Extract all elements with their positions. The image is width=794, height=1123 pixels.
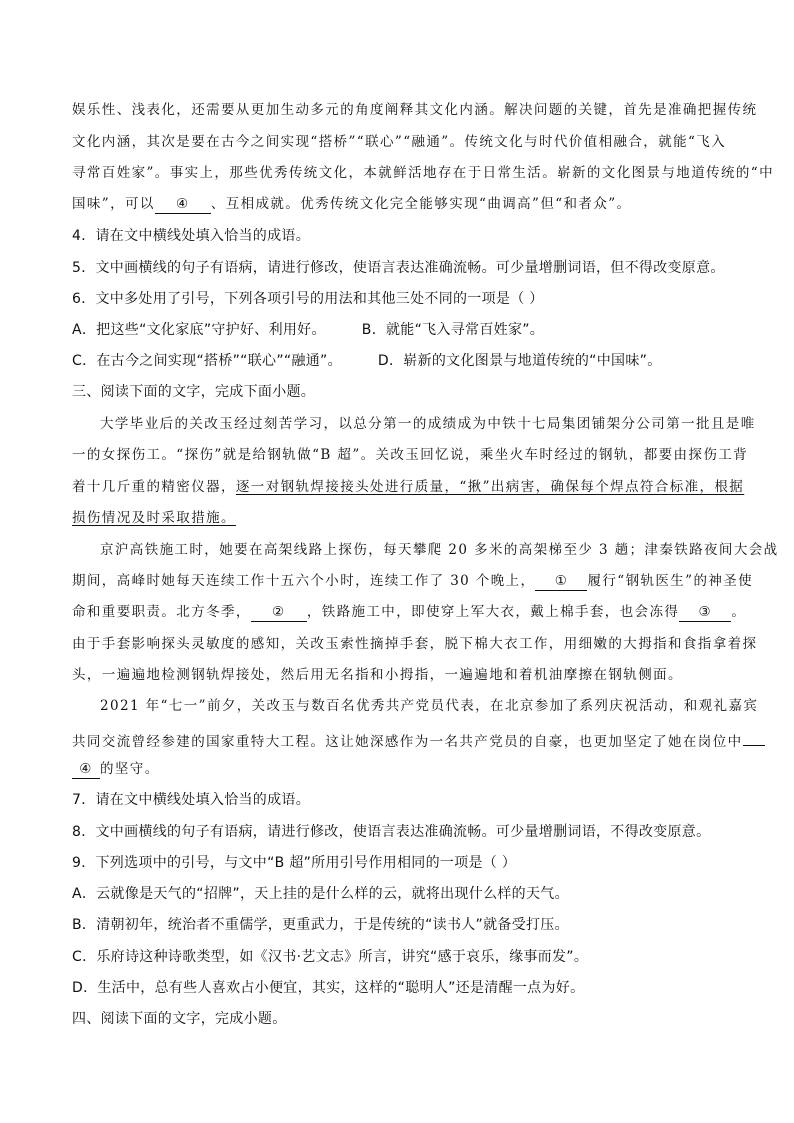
passage-text: 的坚守。 xyxy=(100,761,160,777)
passage-line xyxy=(72,571,754,591)
passage-line: 一的女探伤工。“探伤”就是给钢轨做“B 超”。关改玉回忆说，乘坐火车时经过的钢轨，都要由探伤工背 xyxy=(72,447,749,463)
option-row xyxy=(72,320,732,340)
question-6-option-c[interactable]: C．在古今之间实现“搭桥”“联心”“融通”。 xyxy=(72,353,342,369)
question-4: 4．请在文中横线处填入恰当的成语。 xyxy=(72,228,311,244)
question-9-option-a[interactable]: A．云就像是天气的“招牌”，天上挂的是什么样的云，就将出现什么样的天气。 xyxy=(72,886,569,902)
fill-blank-3[interactable]: ③ xyxy=(679,604,731,622)
passage-line xyxy=(72,194,732,214)
question-7: 7．请在文中横线处填入恰当的成语。 xyxy=(72,792,311,808)
passage-line xyxy=(72,728,743,752)
underlined-sentence: 损伤情况及时采取措施。 xyxy=(72,510,236,526)
blank-underline xyxy=(743,728,765,746)
passage-line: 头，一遍遍地检测钢轨焊接处，然后用无名指和小拇指，一遍遍地和着机油摩擦在钢轨侧面。 xyxy=(72,667,683,683)
passage-text: 、互相成就。优秀传统文化完全能够实现“曲调高”但“和者众”。 xyxy=(210,196,632,212)
passage-line: 文化内涵，其次是要在古今之间实现“搭桥”“联心”“融通”。传统文化与时代价值相融合，就能“飞入 xyxy=(72,134,727,150)
passage-line xyxy=(72,508,732,528)
question-9-option-c[interactable]: C．乐府诗这种诗歌类型，如《汉书·艺文志》所言，讲究“感于哀乐，缘事而发”。 xyxy=(72,949,589,965)
passage-text: ，铁路施工中，即使穿上军大衣，戴上棉手套，也会冻得 xyxy=(306,604,680,620)
section-heading: 三、阅读下面的文字，完成下面小题。 xyxy=(72,384,316,400)
passage-line: 京沪高铁施工时，她要在高架线路上探伤，每天攀爬 20 多米的高架梯至少 3 趟；津秦铁路夜间大会战 xyxy=(100,542,779,558)
option-row xyxy=(72,351,732,371)
passage-line: 娱乐性、浅表化，还需要从更加生动多元的角度阐释其文化内涵。解决问题的关键，首先是准确把握传统 xyxy=(72,102,758,118)
question-6: 6．文中多处用了引号，下列各项引号的用法和其他三处不同的一项是（ ） xyxy=(72,291,544,307)
passage-line: 寻常百姓家”。事实上，那些优秀传统文化，本就鲜活地存在于日常生活。崭新的文化图景与地道传统的“中 xyxy=(72,165,775,181)
question-9: 9．下列选项中的引号，与文中“B 超”所用引号作用相同的一项是（ ） xyxy=(72,855,517,871)
passage-text: 。 xyxy=(731,604,747,620)
question-6-option-b[interactable]: B．就能“飞入寻常百姓家”。 xyxy=(361,322,545,338)
passage-text: 着十几斤重的精密仪器， xyxy=(72,479,236,495)
question-6-option-d[interactable]: D．崭新的文化图景与地道传统的“中国味”。 xyxy=(377,353,662,369)
passage-line: 由于手套影响探头灵敏度的感知，关改玉索性摘掉手套，脱下棉大衣工作，用细嫩的大拇指和食指拿着探 xyxy=(72,636,758,652)
passage-line xyxy=(72,477,745,497)
passage-line: 大学毕业后的关改玉经过刻苦学习，以总分第一的成绩成为中铁十七局集团铺架分公司第一批且是唯 xyxy=(100,416,756,432)
fill-blank-4[interactable]: ④ xyxy=(155,196,211,214)
fill-blank-4b[interactable]: ④ xyxy=(72,761,100,779)
passage-text: 国味”，可以 xyxy=(72,196,155,212)
question-8: 8．文中画横线的句子有语病，请进行修改，使语言表达准确流畅。可少量增删词语，不得改变原意。 xyxy=(72,824,711,840)
underlined-sentence: 逐一对钢轨焊接接头处进行质量，“揪”出病害，确保每个焊点符合标准，根据 xyxy=(235,479,745,495)
question-6-option-a[interactable]: A．把这些“文化家底”守护好、利用好。 xyxy=(72,322,326,338)
passage-text: 命和重要职责。北方冬季， xyxy=(72,604,251,620)
passage-line xyxy=(72,602,747,622)
question-5: 5．文中画横线的句子有语病，请进行修改，使语言表达准确流畅。可少量增删词语，但不得改变原意。 xyxy=(72,260,725,276)
fill-blank-1[interactable]: ① xyxy=(535,573,587,591)
fill-blank-2[interactable]: ② xyxy=(251,604,307,622)
question-9-option-d[interactable]: D．生活中，总有些人喜欢占小便宜，其实，这样的“聪明人”还是清醒一点为好。 xyxy=(72,980,585,996)
passage-text: 期间，高峰时她每天连续工作十五六个小时，连续工作了 30 个晚上， xyxy=(72,573,536,589)
question-9-option-b[interactable]: B．清朝初年，统治者不重儒学，更重武力，于是传统的“读书人”就备受打压。 xyxy=(72,917,569,933)
passage-line xyxy=(72,759,732,779)
section-heading: 四、阅读下面的文字，完成小题。 xyxy=(72,1011,287,1027)
passage-text: 履行“钢轨医生”的神圣使 xyxy=(587,573,754,589)
passage-text: 共同交流曾经参建的国家重特大工程。这让她深感作为一名共产党员的自豪，也更加坚定了她在岗位中 xyxy=(72,734,743,750)
passage-line: 2021 年“七一”前夕，关改玉与数百名优秀共产党员代表，在北京参加了系列庆祝活动，和观礼嘉宾 xyxy=(100,698,759,714)
